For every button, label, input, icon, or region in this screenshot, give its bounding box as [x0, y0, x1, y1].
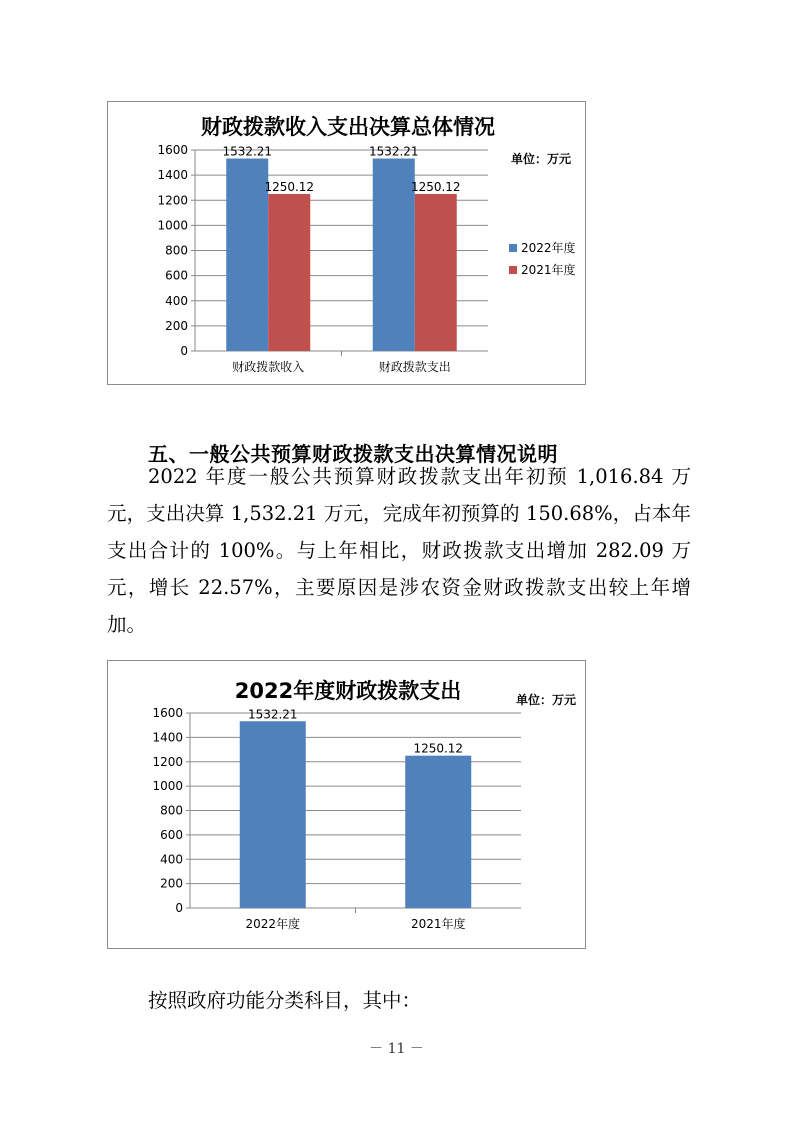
y-tick-label: 1200: [152, 754, 183, 769]
chart2-svg: [108, 661, 587, 950]
bar: [405, 756, 471, 908]
bar: [268, 194, 310, 351]
y-tick-label: 400: [165, 293, 188, 308]
y-tick-label: 400: [160, 852, 183, 867]
y-tick-label: 1400: [157, 168, 188, 183]
y-tick-label: 0: [175, 901, 183, 915]
x-tick-label: 财政拨款收入: [232, 360, 305, 374]
legend-label: 2021年度: [521, 263, 576, 277]
legend-label: 2022年度: [521, 241, 576, 255]
unit-label: 单位：万元: [511, 152, 572, 166]
data-label: 1250.12: [264, 179, 315, 194]
data-label: 1532.21: [368, 144, 419, 159]
chart-revenue-expenditure-overview: [107, 101, 586, 385]
chart-2022-expenditure: [107, 660, 586, 949]
y-tick-label: 1200: [157, 193, 188, 208]
x-tick-label: 2021年度: [410, 917, 466, 931]
data-label: 1532.21: [247, 707, 298, 722]
y-tick-label: 1000: [157, 218, 188, 233]
y-tick-label: 1000: [152, 779, 183, 794]
data-label: 1250.12: [410, 179, 461, 194]
y-tick-label: 600: [165, 268, 188, 283]
chart-title: 2022年度财政拨款支出: [234, 679, 462, 703]
y-tick-label: 600: [160, 827, 183, 842]
y-tick-label: 1600: [152, 706, 183, 720]
body-paragraph: 2022 年度一般公共预算财政拨款支出年初预 1,016.84 万元，支出决算 1,532.21 万元，完成年初预算的 150.68%，占本年支出合计的 100%。与上年相比，财政拨款支出增加 282.09 万元，增长 22.57%，主要原因是涉农资金财政拨款支出较上年增加。: [107, 465, 691, 636]
y-tick-label: 0: [180, 344, 188, 358]
y-tick-label: 200: [165, 318, 188, 333]
y-tick-label: 1400: [152, 730, 183, 745]
page-number: － 11 －: [369, 1041, 424, 1057]
chart-title: 财政拨款收入支出决算总体情况: [201, 115, 495, 139]
legend-swatch: [509, 244, 517, 252]
section-heading: 五、一般公共预算财政拨款支出决算情况说明: [148, 441, 558, 466]
x-tick-label: 财政拨款支出: [378, 360, 451, 374]
bar: [373, 159, 415, 351]
y-tick-label: 800: [160, 803, 183, 818]
x-tick-label: 2022年度: [245, 917, 301, 931]
unit-label: 单位：万元: [516, 693, 577, 707]
bar: [226, 159, 268, 351]
closing-line: 按照政府功能分类科目，其中：: [148, 989, 422, 1012]
bar: [415, 194, 457, 351]
y-tick-label: 800: [165, 243, 188, 258]
y-tick-label: 1600: [157, 143, 188, 157]
y-tick-label: 200: [160, 876, 183, 891]
chart1-svg: [108, 102, 587, 386]
bar: [240, 721, 306, 908]
data-label: 1532.21: [222, 144, 273, 159]
data-label: 1250.12: [413, 741, 464, 756]
legend-swatch: [509, 266, 517, 274]
